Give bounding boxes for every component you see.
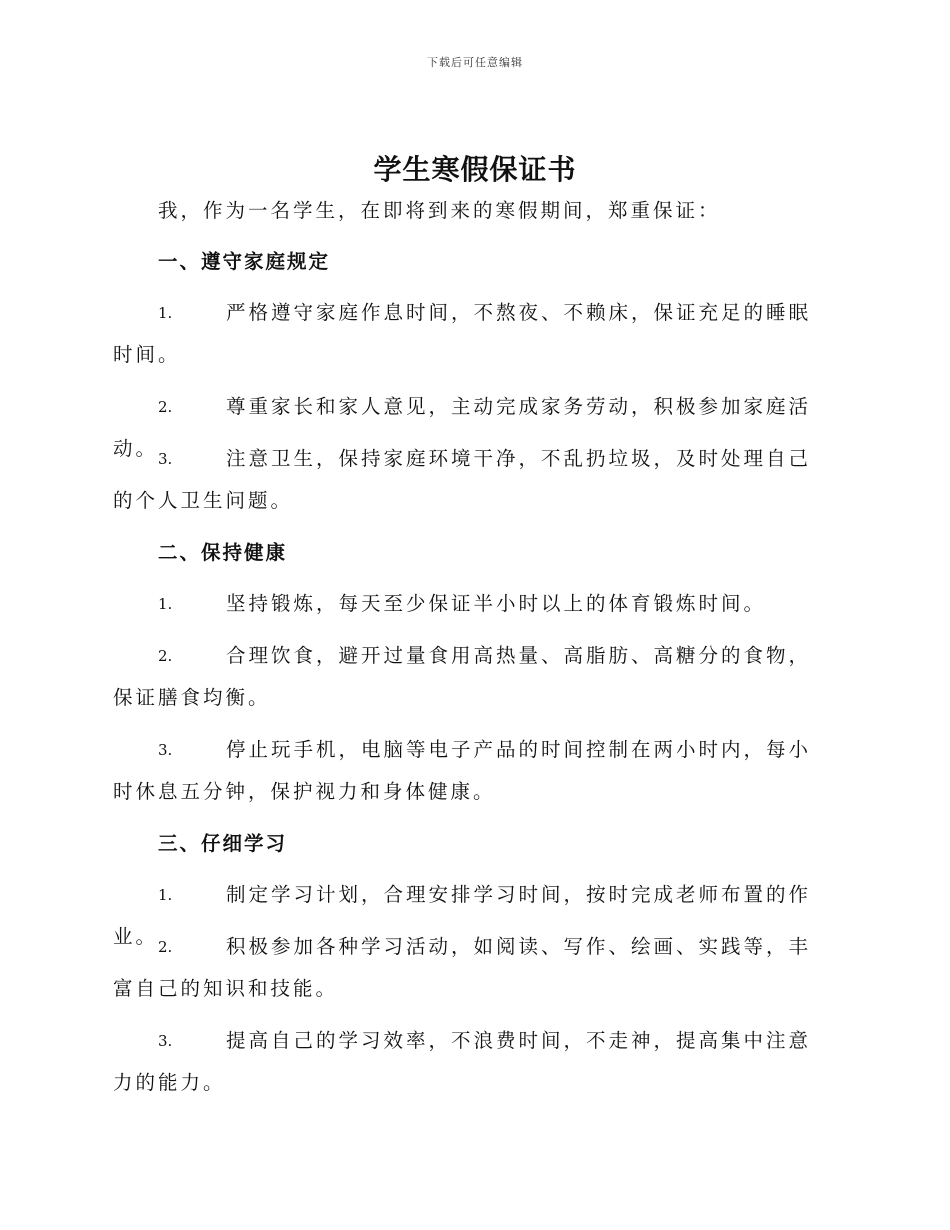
section-heading-3: 三、仔细学习 [158, 832, 288, 855]
header-note: 下载后可任意编辑 [427, 56, 523, 69]
item-text: 注意卫生，保持家庭环境干净，不乱扔垃圾，及时处理自己的个人卫生问题。 [113, 447, 812, 512]
document-title: 学生寒假保证书 [373, 153, 577, 186]
list-item [113, 635, 833, 719]
item-text: 停止玩手机，电脑等电子产品的时间控制在两小时内，每小时休息五分钟，保护视力和身体健康。 [113, 738, 812, 803]
item-text: 严格遵守家庭作息时间，不熬夜、不赖床，保证充足的睡眠时间。 [113, 301, 812, 366]
item-number: 1. [158, 886, 173, 904]
item-number: 3. [158, 1032, 173, 1050]
list-item [113, 729, 833, 813]
item-number: 2. [158, 647, 173, 665]
list-item [113, 438, 833, 522]
item-text: 积极参加各种学习活动，如阅读、写作、绘画、实践等，丰富自己的知识和技能。 [113, 935, 812, 1000]
item-number: 3. [158, 450, 173, 468]
item-text: 合理饮食，避开过量食用高热量、高脂肪、高糖分的食物，保证膳食均衡。 [113, 644, 812, 709]
list-item [113, 926, 833, 1010]
list-item [113, 583, 833, 625]
section-heading-1: 一、遵守家庭规定 [158, 250, 331, 273]
item-number: 2. [158, 938, 173, 956]
item-text: 坚持锻炼，每天至少保证半小时以上的体育锻炼时间。 [226, 592, 767, 615]
section-heading-2: 二、保持健康 [158, 541, 288, 564]
item-number: 2. [158, 398, 173, 416]
item-text: 提高自己的学习效率，不浪费时间，不走神，提高集中注意力的能力。 [113, 1029, 812, 1094]
list-item [113, 292, 833, 376]
item-number: 1. [158, 595, 173, 613]
item-number: 1. [158, 304, 173, 322]
item-text: 尊重家长和家人意见，主动完成家务劳动，积极参加家庭活动。 [113, 395, 812, 460]
item-number: 3. [158, 741, 173, 759]
intro-paragraph: 我，作为一名学生，在即将到来的寒假期间，郑重保证： [158, 199, 721, 222]
item-text: 制定学习计划，合理安排学习时间，按时完成老师布置的作业。 [113, 883, 812, 948]
list-item [113, 1020, 833, 1104]
